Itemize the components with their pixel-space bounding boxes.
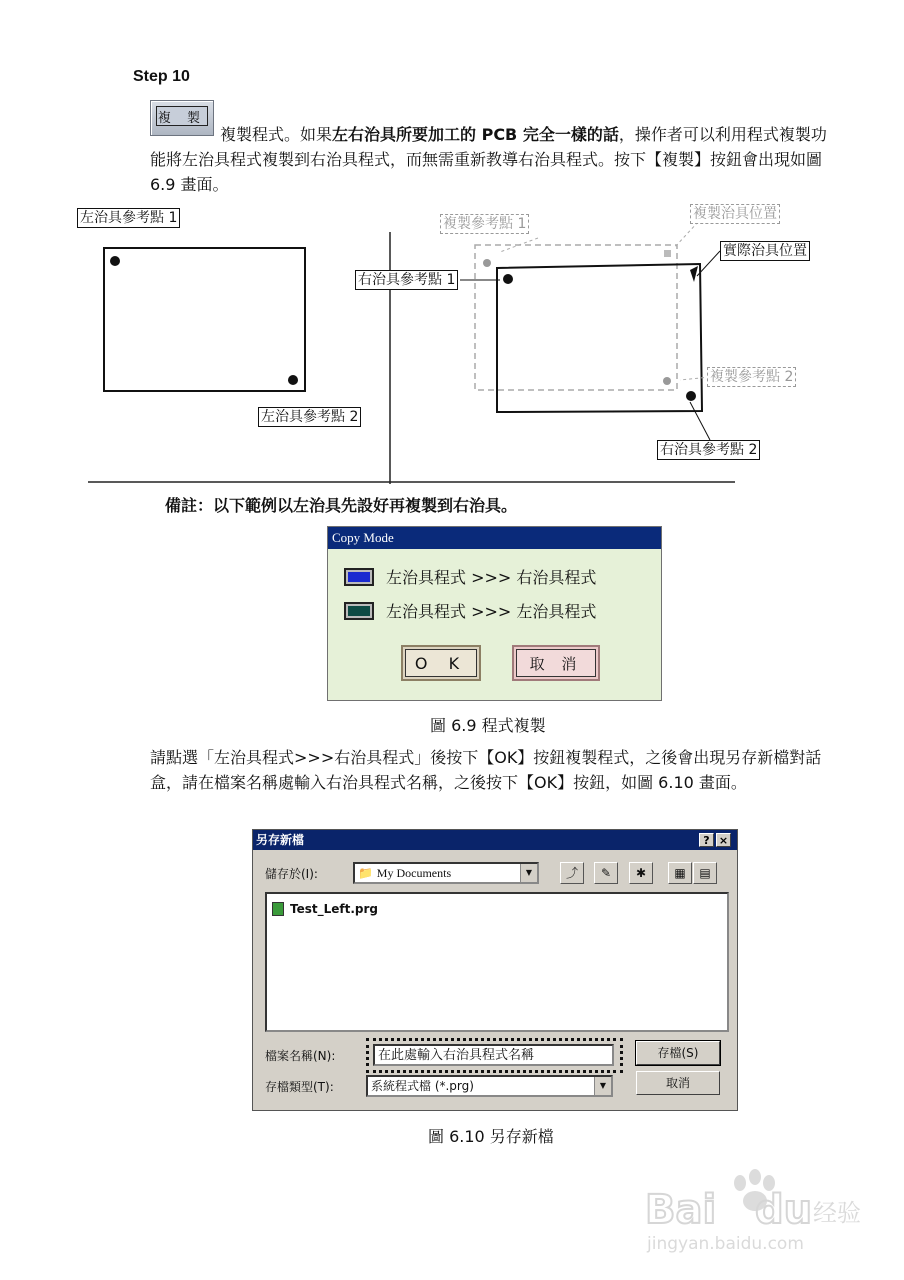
save-button[interactable]: 存檔(S) [636,1041,720,1065]
copy-ref1-dot [483,259,491,267]
caption-figure-6-10: 圖 6.10 另存新檔 [428,1127,554,1146]
ok-button[interactable] [401,645,481,681]
caption-figure-6-9: 圖 6.9 程式複製 [430,716,546,735]
label-copy-ref1: 複製參考點 1 [440,214,529,234]
intro-bold: 左右治具所要加工的 PCB 完全一樣的話 [332,125,619,144]
file-item[interactable] [272,902,378,916]
copy-button-label: 複 製 [156,106,208,126]
instruction-paragraph: 請點選「左治具程式>>>右治具程式」後按下【OK】按鈕複製程式，之後會出現另存新檔對話盒，請在檔案名稱處輸入右治具程式名稱，之後按下【OK】按鈕，如圖 6.10 畫面。 [150,748,822,792]
filetype-select[interactable] [366,1075,613,1097]
filename-input[interactable] [373,1044,614,1066]
label-copy-ref2: 複製參考點 2 [707,367,796,387]
save-in-label: 儲存於(I): [265,867,318,881]
actual-position-arrow [690,266,698,282]
option1-indicator[interactable] [344,568,374,586]
right-ref1-dot [503,274,513,284]
svg-text:du: du [755,1187,813,1233]
baidu-watermark-logo [645,1165,875,1255]
desktop-icon[interactable]: ✎ [594,862,618,884]
svg-text:Bai: Bai [645,1187,717,1233]
copy-position-leader [674,222,698,248]
copy-mode-title: Copy Mode [328,527,661,549]
svg-text:jingyan.baidu.com: jingyan.baidu.com [647,1234,804,1254]
save-in-select[interactable] [353,862,539,884]
filetype-label: 存檔類型(T): [265,1080,334,1094]
note-text: 備註：以下範例以左治具先設好再複製到右治具。 [165,496,518,515]
copy-mode-dialog [327,526,662,701]
save-in-value: My Documents [376,866,452,880]
list-view-icon[interactable]: ▦ [668,862,692,884]
left-ref1-dot [110,256,120,266]
up-folder-icon[interactable]: ⤴ [560,862,584,884]
left-fixture-rect [104,248,305,391]
copy-ref2-dot [663,377,671,385]
option1-label: 左治具程式 >>> 右治具程式 [386,568,597,587]
option-left-to-left[interactable] [344,599,596,622]
right-ref2-leader [690,402,710,440]
dropdown-arrow-icon[interactable]: ▼ [520,864,537,882]
file-list[interactable] [265,892,729,1032]
intro-text-1: 複製程式。如果 [220,125,333,144]
label-right-ref1: 右治具參考點 1 [355,270,458,290]
label-left-ref1: 左治具參考點 1 [77,208,180,228]
filetype-value: 系統程式檔 (*.prg) [371,1079,474,1093]
save-as-dialog [252,829,738,1111]
intro-text-2: ，操作者可以利用程式複製功能將左治具程式複製到右治具程式，而無需重新教導右治具程式。按下【複製】按鈕會出現如圖 6.9 畫面。 [150,125,827,194]
cancel-button[interactable] [512,645,600,681]
left-ref2-dot [288,375,298,385]
label-right-ref2: 右治具參考點 2 [657,440,760,460]
option2-label: 左治具程式 >>> 左治具程式 [386,602,597,621]
close-button[interactable]: × [716,833,731,847]
details-view-icon[interactable]: ▤ [693,862,717,884]
save-as-title: 另存新檔 [253,830,737,850]
file-icon [272,902,284,916]
right-ref2-dot [686,391,696,401]
file-item-name: Test_Left.prg [290,902,379,916]
folder-icon: 📁 [358,866,373,880]
cancel-button-label: 取 消 [516,649,596,677]
label-actual-position: 實際治具位置 [720,241,810,261]
filename-value: 在此處輸入右治具程式名稱 [378,1047,535,1062]
option-left-to-right[interactable] [344,565,596,588]
filename-label: 檔案名稱(N): [265,1049,336,1063]
step-title: Step 10 [133,68,190,85]
help-button[interactable]: ? [699,833,714,847]
option2-indicator[interactable] [344,602,374,620]
cancel-save-button[interactable]: 取消 [636,1071,720,1095]
new-folder-icon[interactable]: ✱ [629,862,653,884]
ok-button-label: O K [405,649,477,677]
svg-text:经验: 经验 [813,1199,861,1227]
copy-ref2-leader [680,377,710,380]
label-copy-position: 複製治具位置 [690,204,780,224]
label-left-ref2: 左治具參考點 2 [258,407,361,427]
copy-corner-mark [664,250,671,257]
filetype-dropdown-icon[interactable]: ▼ [594,1077,611,1095]
